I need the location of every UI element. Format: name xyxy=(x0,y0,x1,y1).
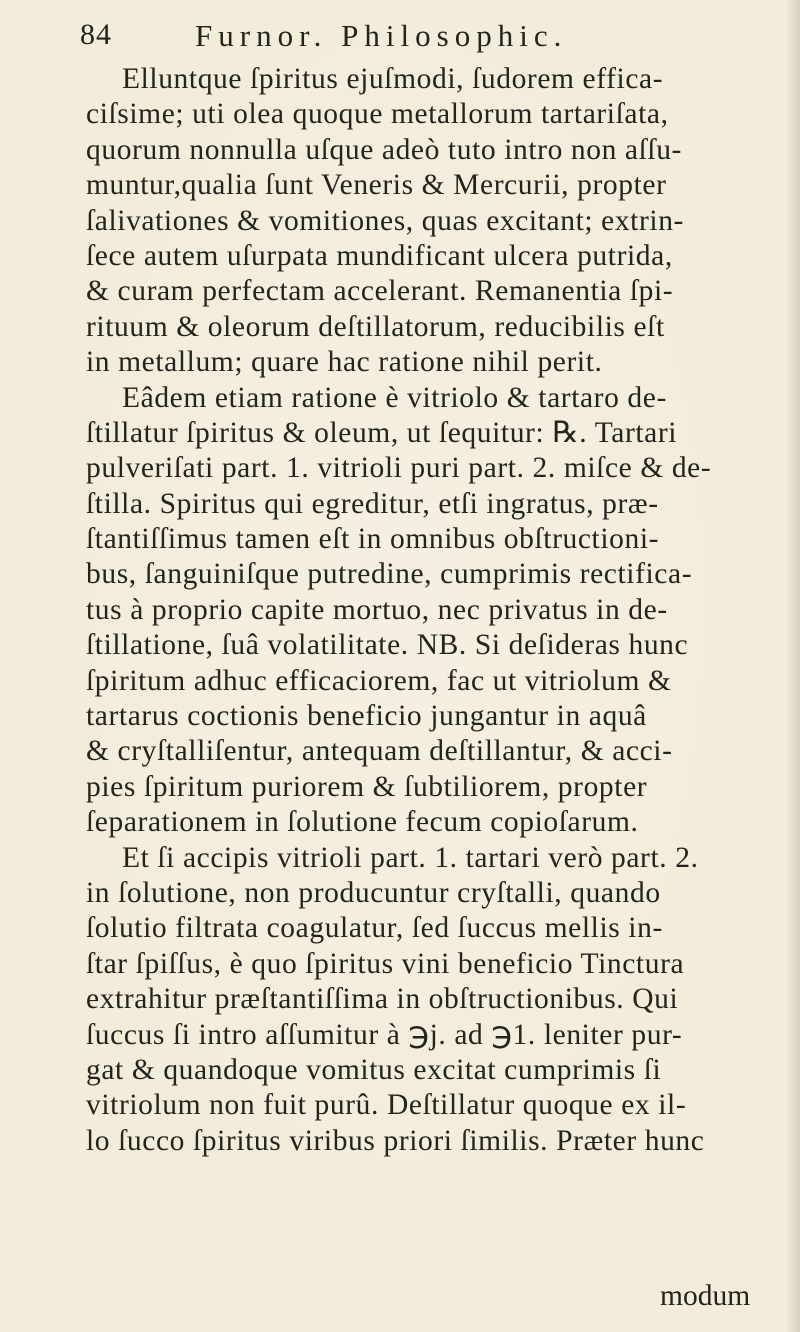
text-line: in ſolutione, non producuntur cryſtalli, quando xyxy=(86,876,661,909)
text-line: ſtar ſpiſſus, è quo ſpiritus vini beneficio Tinctura xyxy=(86,947,685,980)
page-number: 84 xyxy=(80,18,112,51)
text-line: pulveriſati part. 1. vitrioli puri part. 2. miſce & de- xyxy=(86,452,712,485)
page-header xyxy=(80,16,720,60)
text-line: ſpiritum adhuc efficaciorem, fac ut vitriolum & xyxy=(86,664,672,697)
text-line: tus à proprio capite mortuo, nec privatus in de- xyxy=(86,593,668,626)
text-line: tartarus coctionis beneficio jungantur in aquâ xyxy=(86,700,647,733)
text-line: ſtillatur ſpiritus & oleum, ut ſequitur: ℞. Tartari xyxy=(86,416,678,449)
text-line: & cryſtalliſentur, antequam deſtillantur, & acci- xyxy=(86,735,673,768)
text-line: ſtillatione, ſuâ volatilitate. NB. Si deſideras hunc xyxy=(86,629,689,662)
text-line: quorum nonnulla uſque adeò tuto intro non aſſu- xyxy=(86,133,682,166)
text-line: ſece autem uſurpata mundificant ulcera putrida, xyxy=(86,239,673,272)
body-text xyxy=(86,62,786,1159)
text-line: muntur,qualia ſunt Veneris & Mercurii, propter xyxy=(86,169,667,202)
text-line: rituum & oleorum deſtillatorum, reducibilis eſt xyxy=(86,310,665,343)
text-line: ciſsime; uti olea quoque metallorum tartariſata, xyxy=(86,98,669,131)
text-line: extrahitur præſtantiſſima in obſtructionibus. Qui xyxy=(86,983,679,1016)
text-line: Eâdem etiam ratione è vitriolo & tartaro de- xyxy=(122,381,667,414)
text-line: vitriolum non fuit purû. Deſtillatur quoque ex il- xyxy=(86,1089,687,1122)
text-line: pies ſpiritum puriorem & ſubtiliorem, propter xyxy=(86,770,648,803)
text-line: gat & quandoque vomitus excitat cumprimis ſi xyxy=(86,1053,662,1086)
text-line: ſolutio filtrata coagulatur, ſed ſuccus mellis in- xyxy=(86,912,663,945)
text-line: ſeparationem in ſolutione fecum copioſarum. xyxy=(86,806,639,839)
text-line: & curam perfectam accelerant. Remanentia ſpi- xyxy=(86,275,674,308)
text-line: ſtilla. Spiritus qui egreditur, etſi ingratus, præ- xyxy=(86,487,659,520)
text-line: ſalivationes & vomitiones, quas excitant; extrin- xyxy=(86,204,684,237)
catchword: modum xyxy=(660,1280,751,1312)
text-line: bus, ſanguiniſque putredine, cumprimis rectifica- xyxy=(86,558,693,591)
text-line: ſtantiſſimus tamen eſt in omnibus obſtructioni- xyxy=(86,523,660,556)
text-line: Elluntque ſpiritus ejuſmodi, ſudorem effica- xyxy=(122,63,664,95)
text-line: lo ſucco ſpiritus viribus priori ſimilis. Præter hunc xyxy=(86,1124,705,1157)
text-line: ſuccus ſi intro aſſumitur à ℈j. ad ℈1. leniter pur- xyxy=(86,1018,683,1051)
text-line: Et ſi accipis vitrioli part. 1. tartari verò part. 2. xyxy=(122,841,699,874)
page-edge-shadow xyxy=(786,0,800,1332)
running-head: Furnor. Philosophic. xyxy=(195,18,568,53)
text-line: in metallum; quare hac ratione nihil perit. xyxy=(86,346,603,379)
